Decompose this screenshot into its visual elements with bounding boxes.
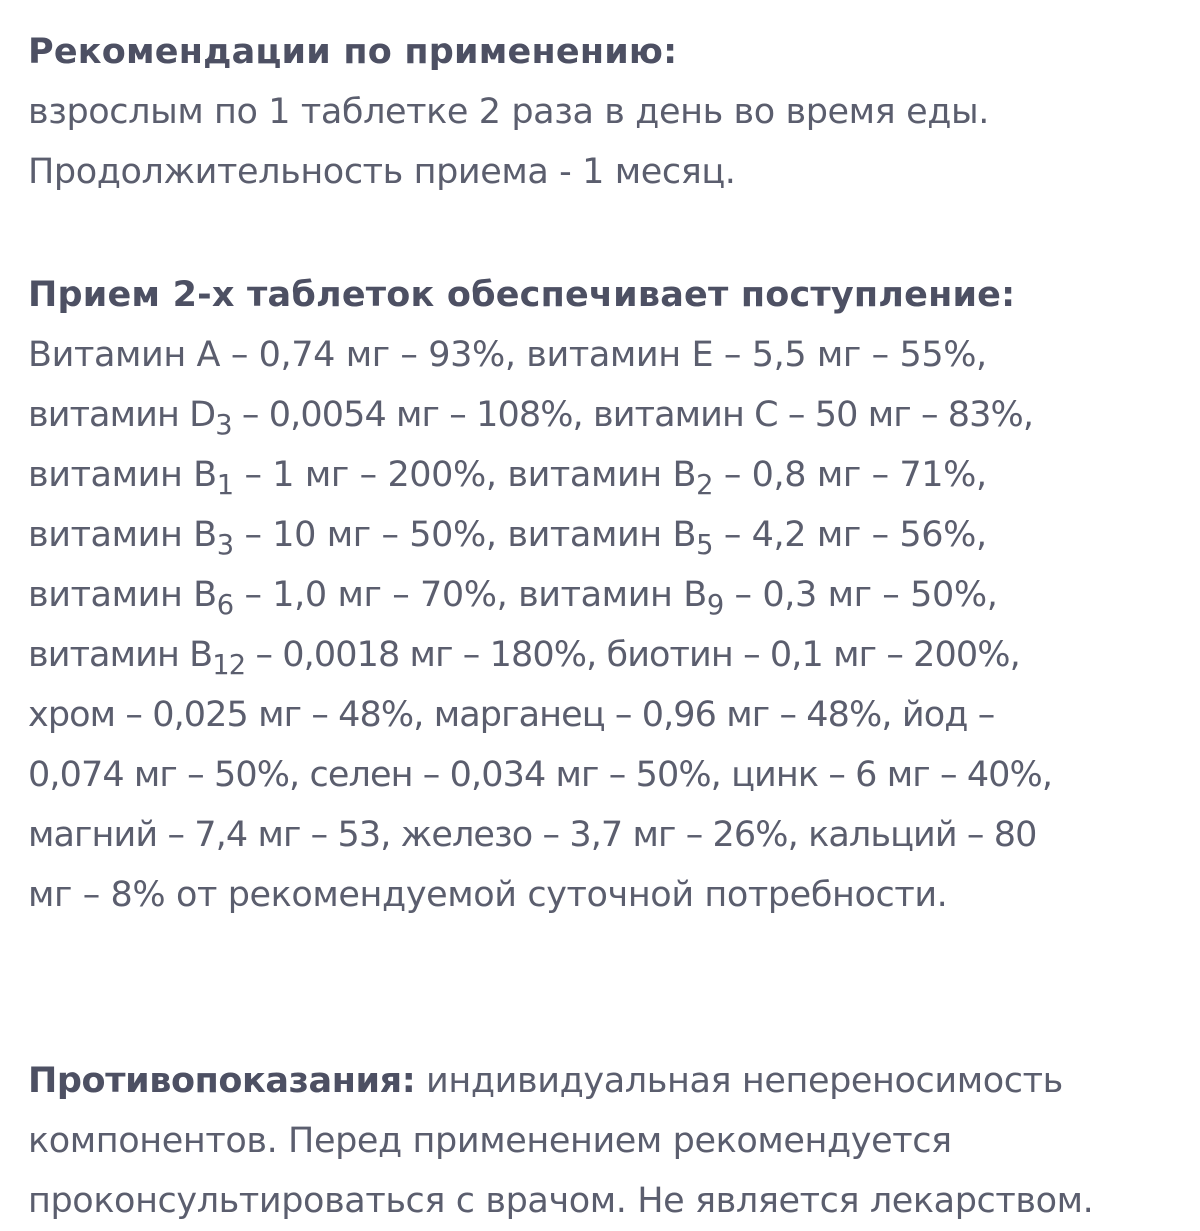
intake-line-3-part-c: – 0,8 мг – 71%, — [713, 455, 987, 495]
section-spacer — [28, 925, 1188, 1051]
intake-line-6 — [28, 625, 1188, 685]
intake-line-10: мг – 8% от рекомендуемой суточной потребности. — [28, 875, 948, 915]
contra-line-2: компонентов. Перед применением рекомендуется — [28, 1121, 952, 1161]
usage-line-1: взрослым по 1 таблетке 2 раза в день во время еды. — [28, 92, 989, 132]
contra-line-1 — [28, 1051, 1188, 1111]
intake-line-2-part-b: – 0,0054 мг – 108%, витамин С – 50 мг – 83%, — [231, 395, 1034, 435]
contra-line-3: проконсультироваться с врачом. Не является лекарством. — [28, 1181, 1094, 1221]
intake-line-2-part-a: витамин D — [28, 395, 216, 435]
intake-line-4-subscript-1: 3 — [216, 530, 234, 562]
intake-line-7: хром – 0,025 мг – 48%, марганец – 0,96 мг – 48%, йод – — [28, 695, 995, 735]
intake-line-4-subscript-2: 5 — [696, 530, 714, 562]
document-body — [28, 22, 1188, 1231]
intake-line-5-subscript-1: 6 — [216, 590, 234, 622]
contra-heading: Противопоказания: — [28, 1061, 416, 1101]
intake-line-5 — [28, 565, 1188, 625]
intake-line-2-subscript: 3 — [215, 410, 232, 442]
usage-line-2: Продолжительность приема - 1 месяц. — [28, 152, 736, 192]
usage-heading: Рекомендации по применению: — [28, 32, 678, 72]
section-spacer — [28, 202, 1188, 265]
intake-line-6-subscript: 12 — [212, 650, 246, 682]
intake-line-9: магний – 7,4 мг – 53, железо – 3,7 мг – 26%, кальций – 80 — [28, 815, 1037, 855]
intake-line-6-part-a: витамин В — [28, 635, 213, 675]
intake-line-4-part-a: витамин В — [28, 515, 217, 555]
intake-line-1: Витамин А – 0,74 мг – 93%, витамин Е – 5,5 мг – 55%, — [28, 335, 987, 375]
intake-heading: Прием 2-х таблеток обеспечивает поступление: — [28, 275, 1016, 315]
intake-line-4-part-b: – 10 мг – 50%, витамин В — [233, 515, 697, 555]
intake-line-4-part-c: – 4,2 мг – 56%, — [713, 515, 987, 555]
intake-line-5-subscript-2: 9 — [706, 590, 724, 622]
intake-line-3-subscript-2: 2 — [696, 470, 714, 502]
intake-line-2 — [28, 385, 1188, 445]
intake-line-3-part-a: витамин В — [28, 455, 217, 495]
intake-line-5-part-b: – 1,0 мг – 70%, витамин В — [233, 575, 707, 615]
contra-line-1-text: индивидуальная непереносимость — [415, 1061, 1063, 1101]
intake-line-4 — [28, 505, 1188, 565]
intake-line-5-part-c: – 0,3 мг – 50%, — [723, 575, 998, 615]
intake-line-6-part-b: – 0,0018 мг – 180%, биотин – 0,1 мг – 200%, — [245, 635, 1020, 675]
intake-line-3 — [28, 445, 1188, 505]
intake-line-3-part-b: – 1 мг – 200%, витамин В — [233, 455, 697, 495]
intake-line-3-subscript-1: 1 — [216, 470, 234, 502]
intake-line-5-part-a: витамин В — [28, 575, 217, 615]
intake-line-8: 0,074 мг – 50%, селен – 0,034 мг – 50%, цинк – 6 мг – 40%, — [28, 755, 1053, 795]
